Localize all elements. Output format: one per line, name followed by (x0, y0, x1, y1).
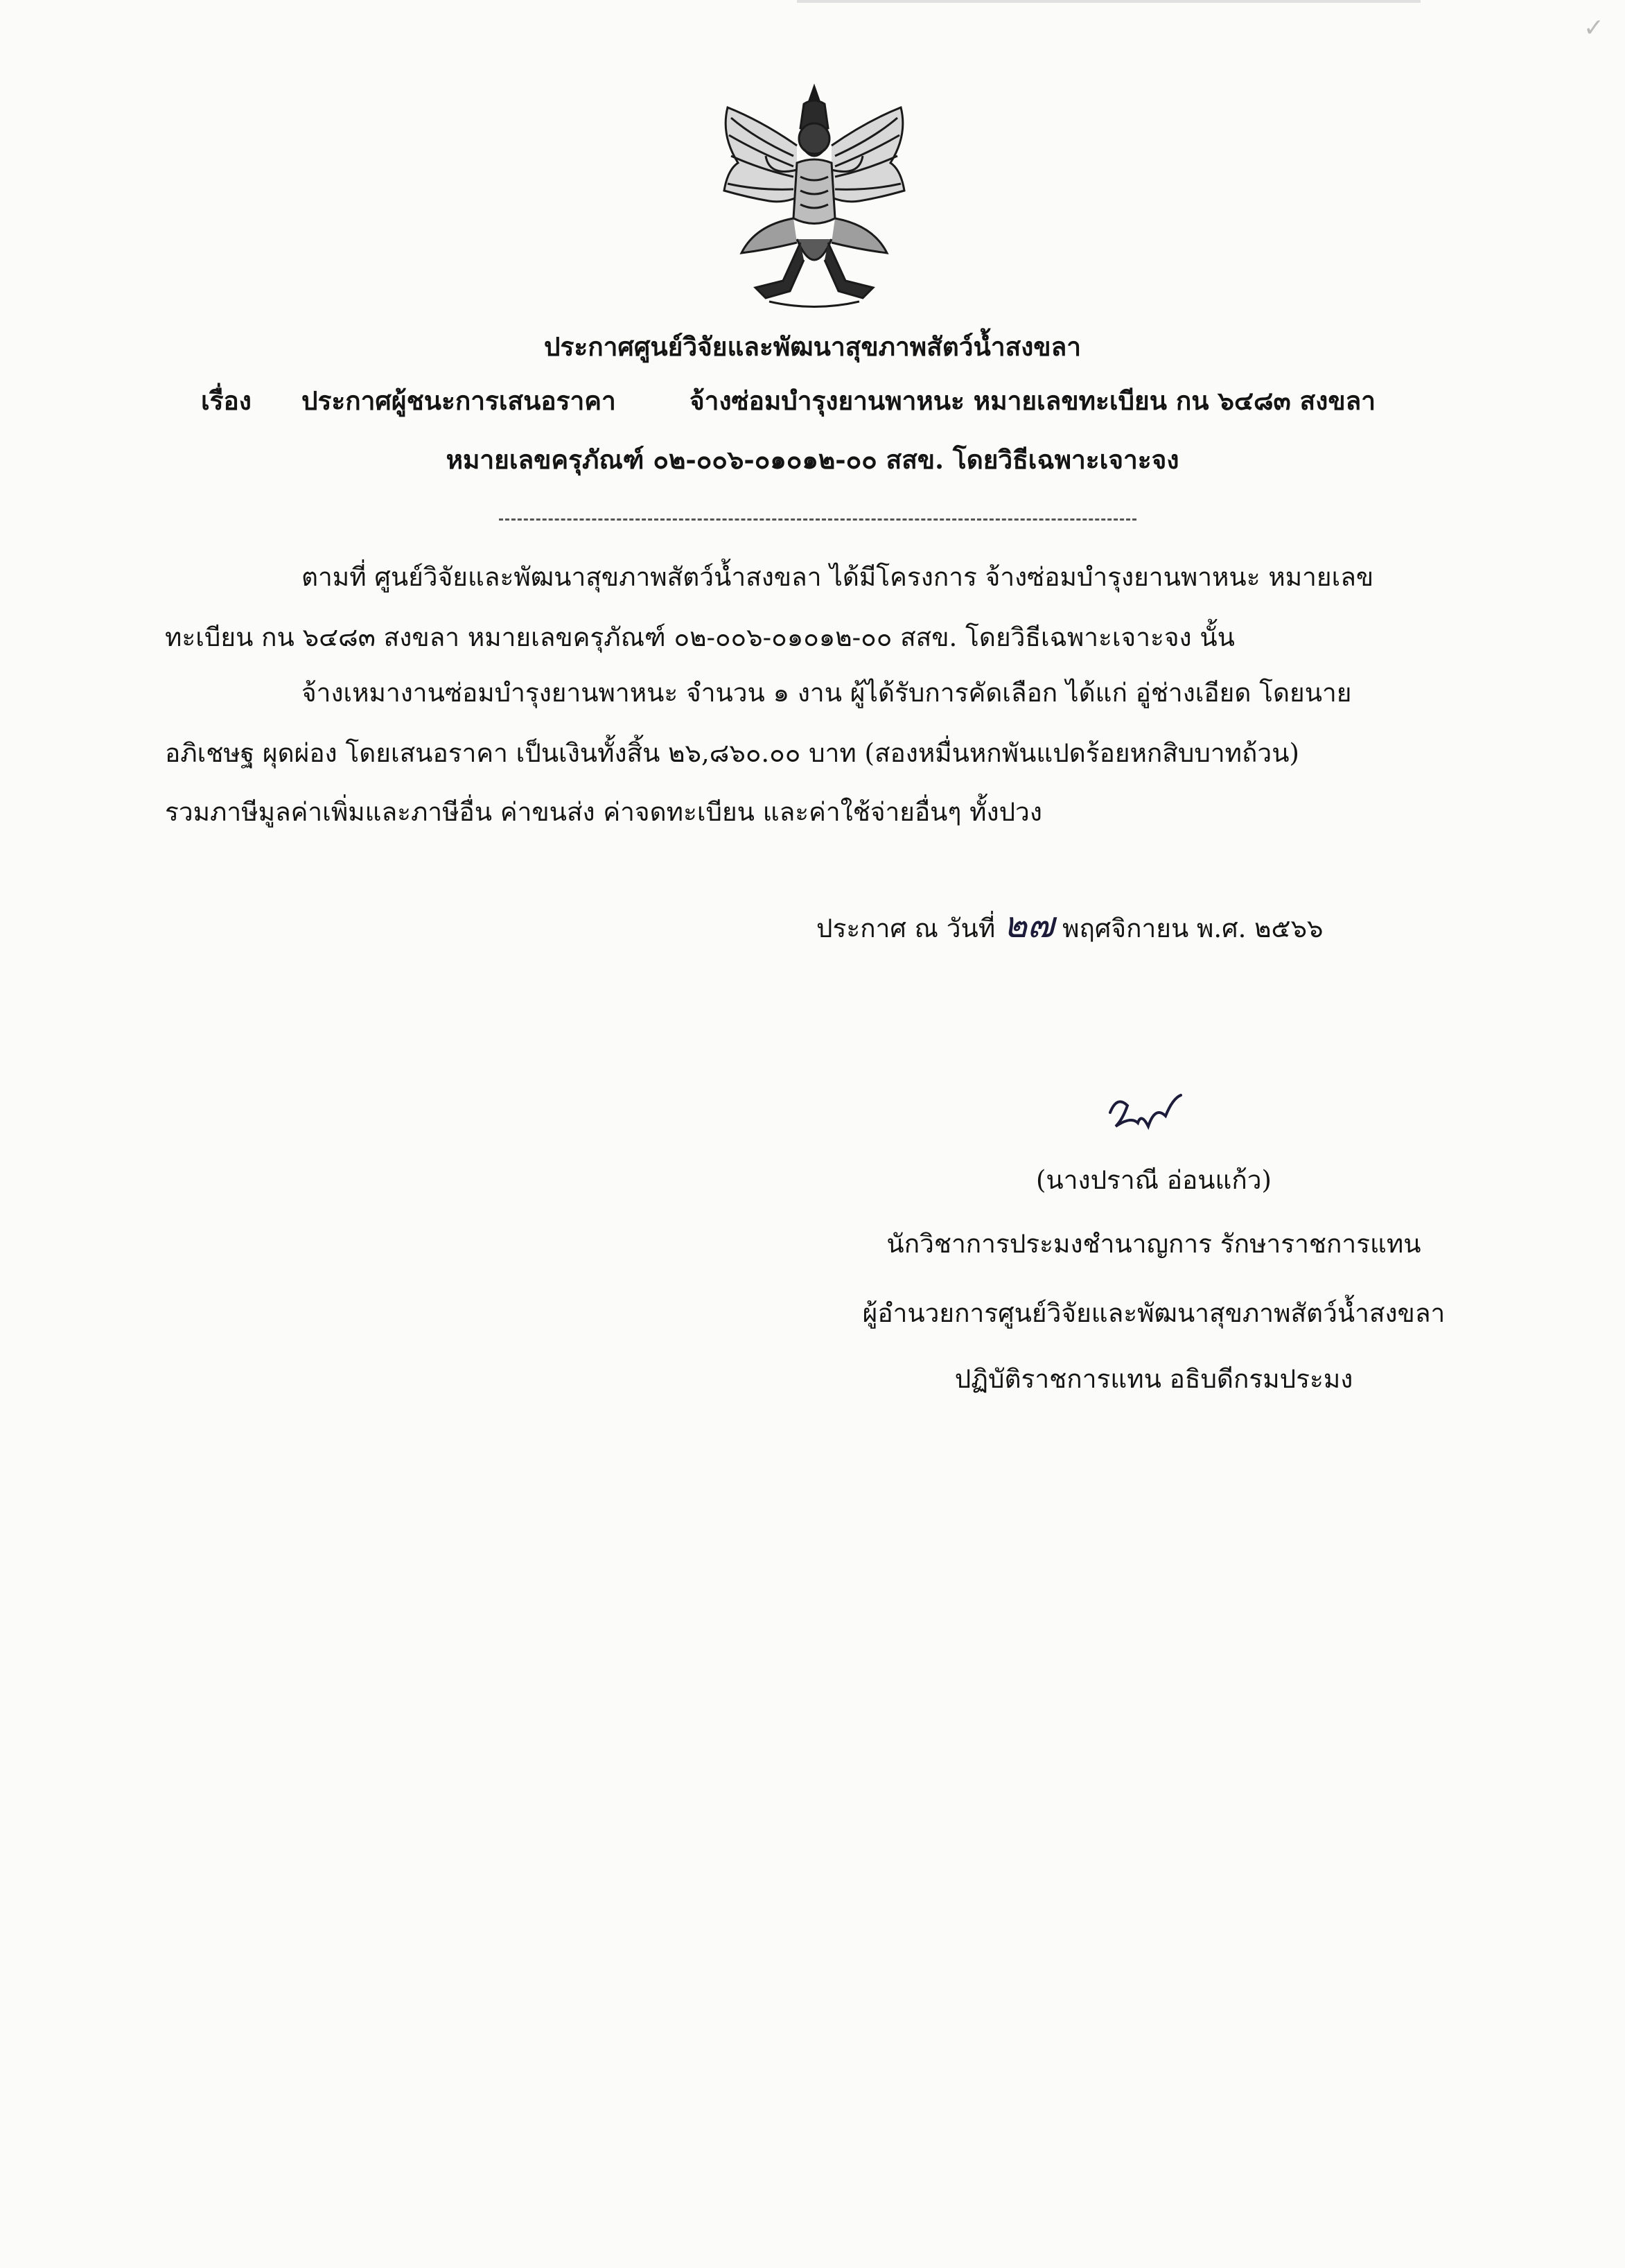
signatory-position-3: ปฏิบัติราชการแทน อธิบดีกรมประมง (954, 1364, 1353, 1394)
subject-line-2: หมายเลขครุภัณฑ์ ๐๒-๐๐๖-๐๑๐๑๒-๐๐ สสข. โดยวิธีเฉพาะเจาะจง (446, 444, 1179, 475)
subject-label: เรื่อง (201, 385, 252, 416)
subject-text-part1: ประกาศผู้ชนะการเสนอราคา (301, 385, 616, 416)
date-day: ๒๗ (1003, 905, 1055, 946)
paragraph-2-line-2: อภิเชษฐ ผุดผ่อง โดยเสนอราคา เป็นเงินทั้งสิ้น ๒๖,๘๖๐.๐๐ บาท (สองหมื่นหกพันแปดร้อยหกสิบบาทถ้วน) (165, 738, 1299, 768)
paragraph-2-line-1: จ้างเหมางานซ่อมบำรุงยานพาหนะ จำนวน ๑ งาน ผู้ได้รับการคัดเลือก ได้แก่ อู่ช่างเอียด โดยนาย (301, 678, 1352, 708)
signatory-position-2: ผู้อำนวยการศูนย์วิจัยและพัฒนาสุขภาพสัตว์น้ำสงขลา (862, 1298, 1446, 1328)
check-mark-icon: ✓ (1583, 14, 1604, 42)
paragraph-1-line-1: ตามที่ ศูนย์วิจัยและพัฒนาสุขภาพสัตว์น้ำสงขลา ได้มีโครงการ จ้างซ่อมบำรุงยานพาหนะ หมายเลข (301, 562, 1374, 592)
paragraph-1-line-2: ทะเบียน กน ๖๔๘๓ สงขลา หมายเลขครุภัณฑ์ ๐๒-๐๐๖-๐๑๐๑๒-๐๐ สสข. โดยวิธีเฉพาะเจาะจง นั้น (165, 622, 1235, 652)
handwritten-signature-icon (1103, 1085, 1186, 1137)
paragraph-2-line-3: รวมภาษีมูลค่าเพิ่มและภาษีอื่น ค่าขนส่ง ค่าจดทะเบียน และค่าใช้จ่ายอื่นๆ ทั้งปวง (165, 797, 1042, 827)
signatory-position-1: นักวิชาการประมงชำนาญการ รักษาราชการแทน (886, 1229, 1421, 1259)
scan-edge-mark (797, 0, 1421, 3)
subject-text-part2: จ้างซ่อมบำรุงยานพาหนะ หมายเลขทะเบียน กน ๖๔๘๓ สงขลา (689, 385, 1376, 416)
date-prefix: ประกาศ ณ วันที่ (816, 914, 996, 943)
divider (499, 518, 1136, 521)
signatory-name: (นางปราณี อ่อนแก้ว) (1036, 1165, 1272, 1195)
date-month-year: พฤศจิกายน พ.ศ. ๒๕๖๖ (1062, 914, 1324, 943)
announcement-date (816, 905, 1324, 946)
document-title: ประกาศศูนย์วิจัยและพัฒนาสุขภาพสัตว์น้ำสงขลา (543, 331, 1082, 362)
garuda-emblem-icon (700, 80, 929, 315)
